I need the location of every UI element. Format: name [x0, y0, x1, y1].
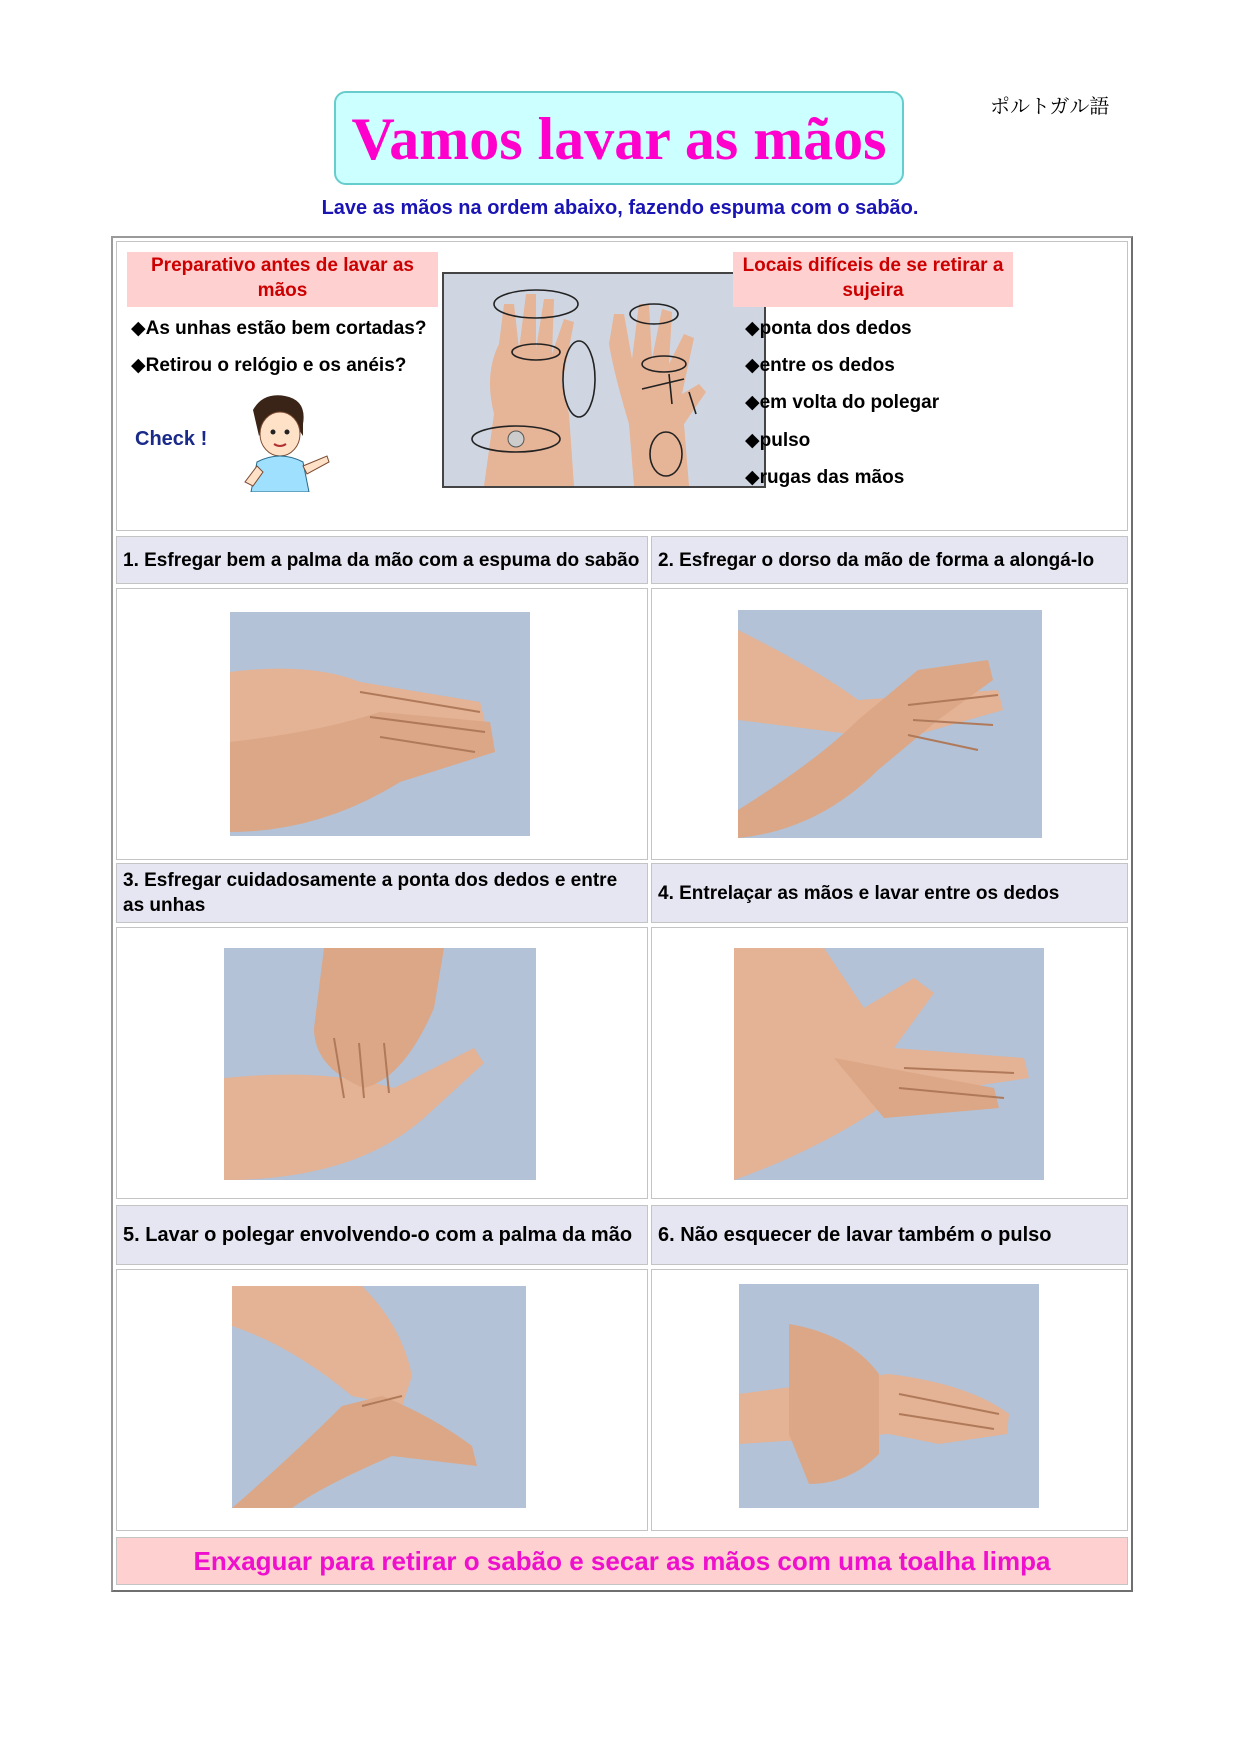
- step-photo-cell: [651, 927, 1128, 1199]
- title-banner: [334, 91, 904, 185]
- step-header: 4. Entrelaçar as mãos e lavar entre os dedos: [651, 863, 1128, 923]
- step-header: 3. Esfregar cuidadosamente a ponta dos dedos e entre as unhas: [116, 863, 648, 923]
- preparation-item: ◆Retirou o relógio e os anéis?: [131, 355, 407, 376]
- step-photo-cell: [651, 1269, 1128, 1531]
- step-header: 6. Não esquecer de lavar também o pulso: [651, 1205, 1128, 1265]
- step-photo-cell: [651, 588, 1128, 860]
- step-photo-cell: [116, 588, 648, 860]
- wrist-photo: [739, 1284, 1039, 1508]
- interlaced-fingers-photo: [734, 948, 1044, 1180]
- step-header: 2. Esfregar o dorso da mão de forma a alongá-lo: [651, 536, 1128, 584]
- difficult-spot-item: ◆pulso: [745, 430, 811, 451]
- step-photo-cell: [116, 1269, 648, 1531]
- back-of-hand-photo: [738, 610, 1042, 838]
- final-instruction: Enxaguar para retirar o sabão e secar as mãos com uma toalha limpa: [116, 1537, 1128, 1585]
- step-header: 1. Esfregar bem a palma da mão com a espuma do sabão: [116, 536, 648, 584]
- difficult-spot-item: ◆rugas das mãos: [745, 467, 905, 488]
- difficult-spot-item: ◆ponta dos dedos: [745, 318, 912, 339]
- intro-row: [116, 241, 1128, 531]
- difficult-spots-heading: Locais difíceis de se retirar a sujeira: [733, 252, 1013, 307]
- step-header: 5. Lavar o polegar envolvendo-o com a palma da mão: [116, 1205, 648, 1265]
- check-label: Check !: [135, 428, 208, 450]
- language-tag: ポルトガル語: [990, 94, 1110, 118]
- page-subtitle: Lave as mãos na ordem abaixo, fazendo espuma com o sabão.: [321, 197, 919, 219]
- step-photo-cell: [116, 927, 648, 1199]
- preparation-item: ◆As unhas estão bem cortadas?: [131, 318, 427, 339]
- check-illustration: [135, 392, 335, 492]
- nurse-character-icon: [223, 392, 333, 492]
- difficult-spot-item: ◆entre os dedos: [745, 355, 895, 376]
- instruction-table: [111, 236, 1133, 1592]
- palms-rubbing-photo: [230, 612, 530, 836]
- page-title: Vamos lavar as mãos: [351, 106, 887, 172]
- fingertips-photo: [224, 948, 536, 1180]
- difficult-spot-item: ◆em volta do polegar: [745, 392, 940, 413]
- preparation-heading: Preparativo antes de lavar as mãos: [127, 252, 438, 307]
- dirty-spots-photo: [442, 272, 766, 488]
- thumb-wrap-photo: [232, 1286, 526, 1508]
